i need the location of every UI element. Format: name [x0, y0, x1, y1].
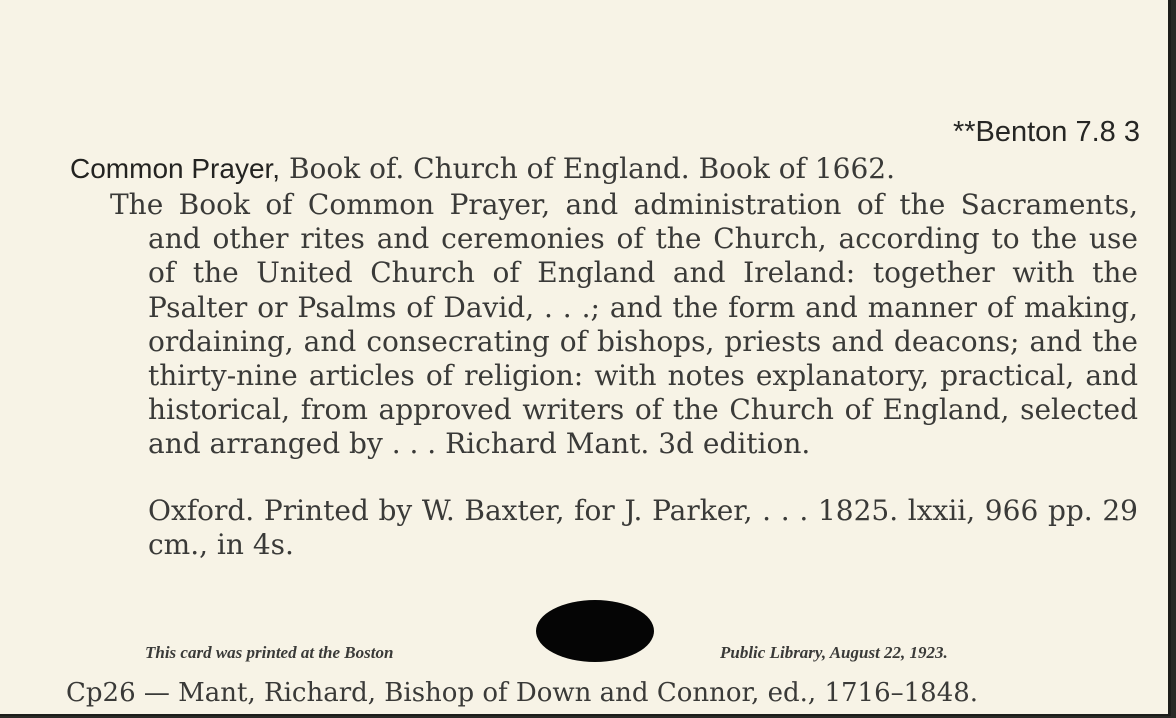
printed-note-left: This card was printed at the Boston — [145, 643, 394, 662]
heading-rest: Book of. Church of England. Book of 1662. — [288, 152, 896, 185]
main-heading — [70, 152, 895, 185]
call-number: **Benton 7.8 3 — [952, 116, 1140, 148]
printed-note-right: Public Library, August 22, 1923. — [720, 643, 948, 662]
imprint: Oxford. Printed by W. Baxter, for J. Parker, . . . 1825. lxxii, 966 pp. 29 cm., in 4s. — [148, 494, 1138, 562]
heading-subject: Common Prayer, — [70, 153, 281, 184]
title-description: The Book of Common Prayer, and administration of the Sacraments, and other rites and ceremonies of the Church, according to the use of the United Church of England and Ireland: together with the Psalter or Psalms of David, . . .; and the form and manner of making, ordaining, and consecrating of bishops, priests and deacons; and the thirty-nine articles of religion: with notes explanatory, practical, and historical, from approved writers of the Church of England, selected and arranged by . . . Richard Mant. 3d edition. — [110, 188, 1138, 461]
ink-blot — [536, 600, 654, 662]
tracing-line: Cp26 — Mant, Richard, Bishop of Down and Connor, ed., 1716–1848. — [66, 678, 979, 708]
